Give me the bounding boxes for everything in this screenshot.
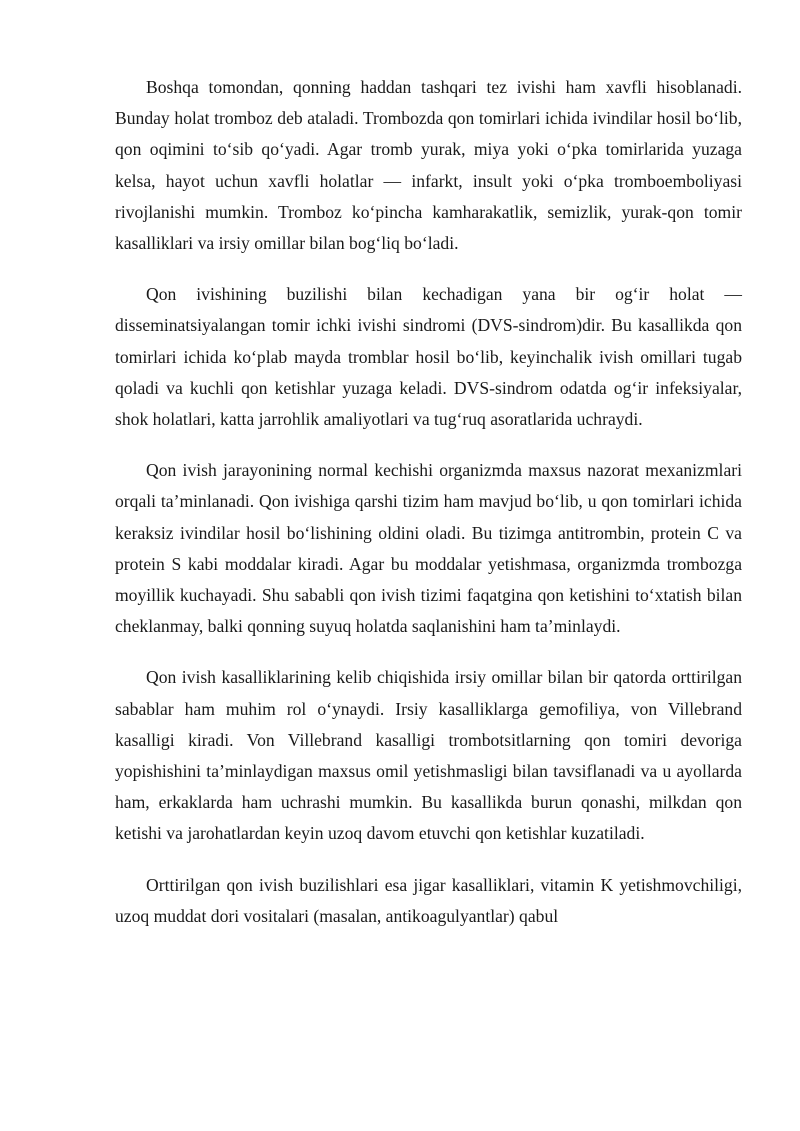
paragraph-dvs-syndrome: Qon ivishining buzilishi bilan kechadigan yana bir og‘ir holat — disseminatsiyalangan tomir ichki ivishi sindromi (DVS-sindrom)dir. Bu kasallikda qon tomirlari ichida ko‘plab mayda tromblar hosil bo‘lib, keyinchalik ivish omillari tugab qoladi va kuchli qon ketishlar yuzaga keladi. DVS-sindrom odatda og‘ir infeksiyalar, shok holatlari, katta jarrohlik amaliyotlari va tug‘ruq asoratlarida uchraydi.: [115, 284, 742, 430]
body-text: [115, 72, 742, 952]
paragraph-thrombosis: Boshqa tomondan, qonning haddan tashqari tez ivishi ham xavfli hisoblanadi. Bunday holat tromboz deb ataladi. Trombozda qon tomirlari ichida ivindilar hosil bo‘lib, qon oqimini to‘sib qo‘yadi. Agar tromb yurak, miya yoki o‘pka tomirlarida yuzaga kelsa, hayot uchun xavfli holatlar — infarkt, insult yoki o‘pka tromboemboliyasi rivojlanishi mumkin. Tromboz ko‘pincha kamharakatlik, semizlik, yurak-qon tomir kasalliklari va irsiy omillar bilan bog‘liq bo‘ladi.: [115, 77, 742, 254]
paragraph-hereditary-disorders: Qon ivish kasalliklarining kelib chiqishida irsiy omillar bilan bir qatorda orttirilgan sabablar ham muhim rol o‘ynaydi. Irsiy kasalliklarga gemofiliya, von Villebrand kasalligi kiradi. Von Villebrand kasalligi trombotsitlarning qon tomiri devoriga yopishishini ta’minlaydigan maxsus omil yetishmasligi bilan tavsiflanadi va u ayollarda ham, erkaklarda ham uchrashi mumkin. Bu kasallikda burun qonashi, milkdan qon ketishi va jarohatlardan keyin uzoq davom etuvchi qon ketishlar kuzatiladi.: [115, 667, 742, 844]
paragraph-acquired-disorders: Orttirilgan qon ivish buzilishlari esa jigar kasalliklari, vitamin K yetishmovchiligi, uzoq muddat dori vositalari (masalan, antikoagulyantlar) qabul: [115, 874, 742, 926]
paragraph-anticoagulation-system: Qon ivish jarayonining normal kechishi organizmda maxsus nazorat mexanizmlari orqali ta’minlanadi. Qon ivishiga qarshi tizim ham mavjud bo‘lib, u qon tomirlari ichida keraksiz ivindilar hosil bo‘lishining oldini oladi. Bu tizimga antitrombin, protein C va protein S kabi moddalar kiradi. Agar bu moddalar yetishmasa, organizmda trombozga moyillik kuchayadi. Shu sababli qon ivish tizimi faqatgina qon ketishini to‘xtatish bilan cheklanmay, balki qonning suyuq holatda saqlanishini ham ta’minlaydi.: [115, 460, 742, 637]
